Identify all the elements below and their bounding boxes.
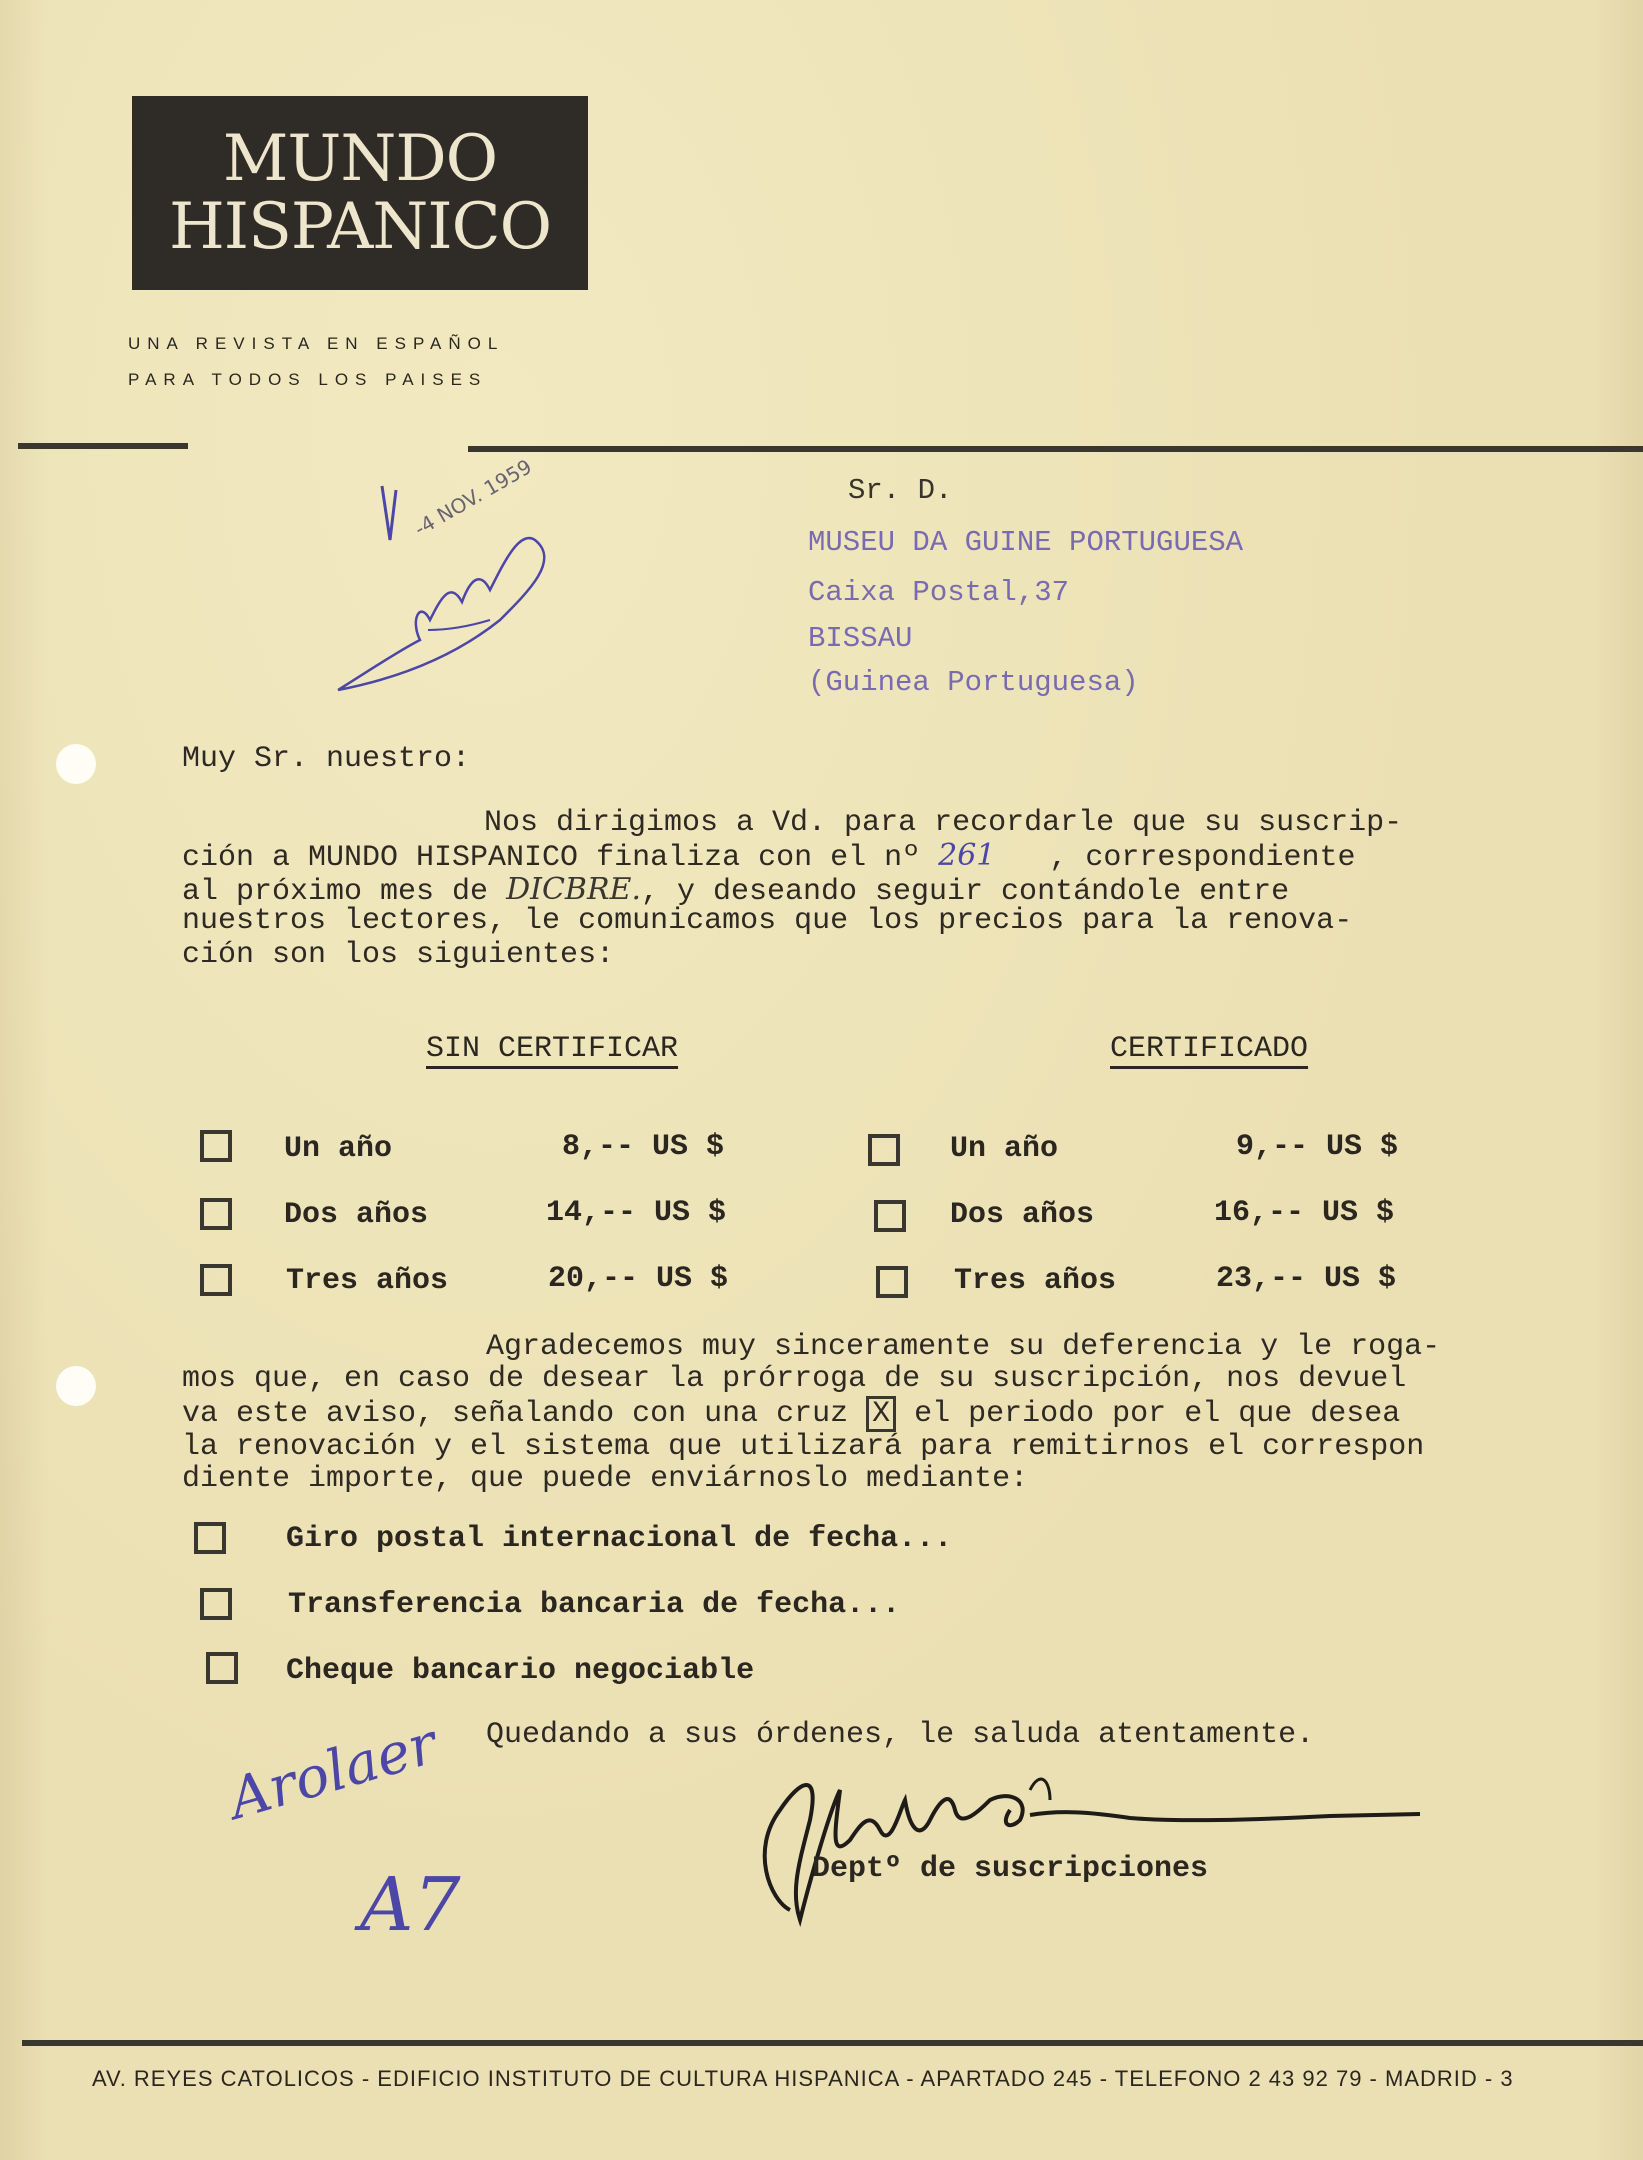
logo-line-1: MUNDO	[222, 122, 498, 196]
option-label: Un año	[950, 1132, 1059, 1166]
handwritten-note-line-2: A7	[360, 1862, 461, 1948]
payment-method-label: Cheque bancario negociable	[286, 1654, 755, 1688]
recipient-name: MUSEU DA GUINE PORTUGUESA	[808, 526, 1244, 559]
greeting: Muy Sr. nuestro:	[182, 742, 471, 776]
checkbox-sin-certificar-1-year[interactable]	[200, 1130, 232, 1162]
payment-method-label: Giro postal internacional de fecha...	[286, 1522, 953, 1556]
option-label: Dos años	[284, 1198, 429, 1232]
option-label: Tres años	[954, 1264, 1117, 1298]
checkbox-sin-certificar-3-years[interactable]	[200, 1264, 232, 1296]
header-rule-right	[468, 446, 1643, 452]
option-label: Tres años	[286, 1264, 449, 1298]
paragraph-2-line-1: Agradecemos muy sinceramente su deferencia y le roga-	[486, 1330, 1441, 1364]
payment-method-label: Transferencia bancaria de fecha...	[288, 1588, 901, 1622]
heading-sin-certificar: SIN CERTIFICAR	[426, 1032, 679, 1066]
signature	[730, 1730, 1430, 1940]
department-label: Deptº de suscripciones	[812, 1852, 1209, 1886]
logo-line-2: HISPANICO	[168, 190, 552, 264]
option-price: 9,-- US $	[1236, 1130, 1399, 1164]
recipient-city: BISSAU	[808, 622, 913, 655]
tagline-line-2: PARA TODOS LOS PAISES	[128, 370, 488, 389]
option-price: 20,-- US $	[548, 1262, 729, 1296]
option-price: 23,-- US $	[1216, 1262, 1397, 1296]
paragraph-1-line-1: Nos dirigimos a Vd. para recordarle que su suscrip-	[484, 806, 1403, 840]
checkbox-sin-certificar-2-years[interactable]	[200, 1198, 232, 1230]
paragraph-2-line-4: la renovación y el sistema que utilizará para remitirnos el correspon	[182, 1430, 1425, 1464]
recipient-country: (Guinea Portuguesa)	[808, 666, 1139, 699]
recipient-street: Caixa Postal,37	[808, 576, 1070, 609]
closing-line: Quedando a sus órdenes, le saluda atentamente.	[486, 1718, 1315, 1752]
option-price: 16,-- US $	[1214, 1196, 1395, 1230]
received-stamp	[330, 454, 590, 700]
salutation-title: Sr. D.	[848, 474, 953, 507]
paragraph-1-line-2: ción a MUNDO HISPANICO finaliza con el nº 261 , correspondiente	[182, 838, 1356, 875]
option-label: Dos años	[950, 1198, 1095, 1232]
option-price: 8,-- US $	[562, 1130, 725, 1164]
cross-example-box: X	[866, 1396, 896, 1432]
paragraph-2-line-5: diente importe, que puede enviárnoslo mediante:	[182, 1462, 1029, 1496]
paragraph-1-line-4: nuestros lectores, le comunicamos que los precios para la renova-	[182, 904, 1353, 938]
paragraph-2-line-3: va este aviso, señalando con una cruz X el periodo por el que desea	[182, 1397, 1401, 1431]
option-price: 14,-- US $	[546, 1196, 727, 1230]
checkbox-certificado-2-years[interactable]	[874, 1200, 906, 1232]
paragraph-1-line-5: ción son los siguientes:	[182, 938, 615, 972]
footer-address: AV. REYES CATOLICOS - EDIFICIO INSTITUTO DE CULTURA HISPANICA - APARTADO 245 - TELEFONO 2 43 92 79 - MADRID - 3	[92, 2066, 1514, 2091]
handwritten-month: DICBRE.	[506, 872, 641, 907]
option-label: Un año	[284, 1132, 393, 1166]
handwritten-issue-number: 261	[938, 838, 996, 873]
checkbox-transferencia[interactable]	[200, 1588, 232, 1620]
punch-hole-bottom	[56, 1366, 96, 1406]
checkbox-giro-postal[interactable]	[194, 1522, 226, 1554]
checkbox-cheque[interactable]	[206, 1652, 238, 1684]
paragraph-2-line-2: mos que, en caso de desear la prórroga de su suscripción, nos devuel	[182, 1362, 1407, 1396]
tagline-line-1: UNA REVISTA EN ESPAÑOL	[128, 334, 505, 353]
stamp-date: -4 NOV. 1959	[410, 454, 536, 541]
header-rule-left	[18, 443, 188, 449]
punch-hole-top	[56, 744, 96, 784]
heading-certificado: CERTIFICADO	[1110, 1032, 1309, 1066]
paragraph-1-line-3: al próximo mes de DICBRE., y deseando seguir contándole entre	[182, 872, 1290, 909]
footer-rule	[22, 2040, 1643, 2046]
magazine-logo	[132, 96, 588, 290]
checkbox-certificado-3-years[interactable]	[876, 1266, 908, 1298]
handwritten-note-line-1: Arolaer	[222, 1711, 444, 1833]
checkbox-certificado-1-year[interactable]	[868, 1134, 900, 1166]
